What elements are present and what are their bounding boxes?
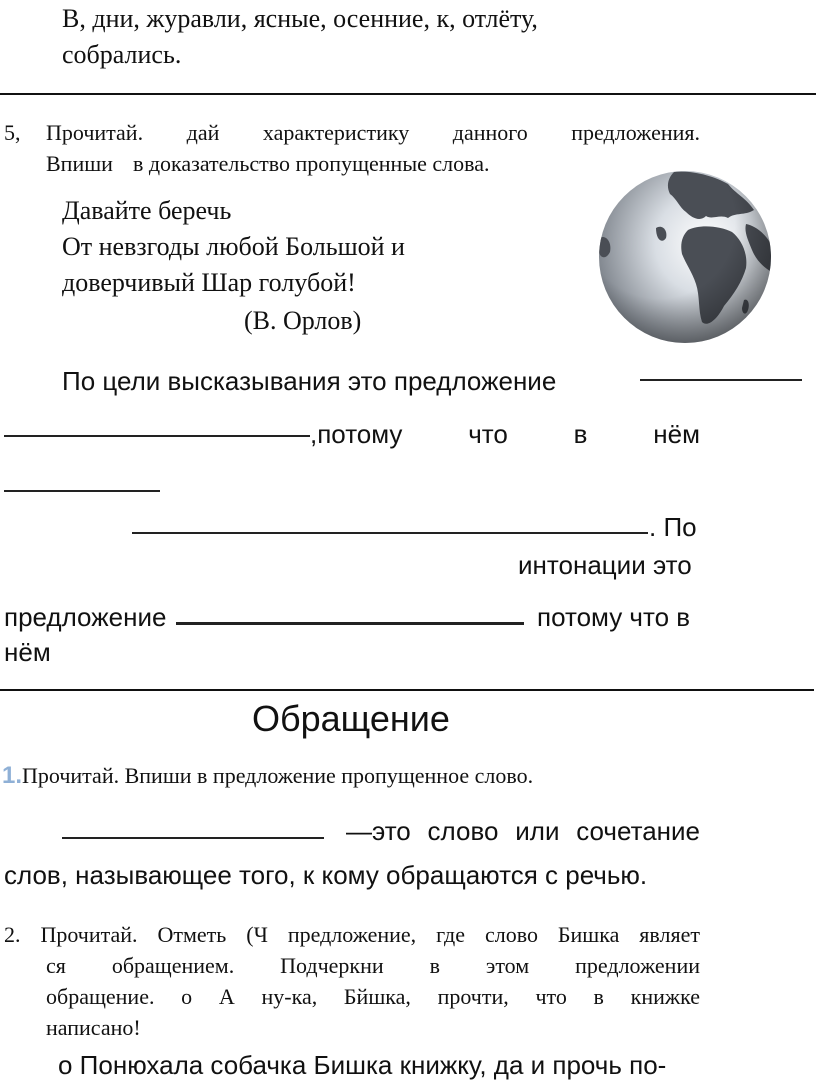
task2-line5: о Понюхала собачка Бишка книжку, да и прочь по-	[58, 1050, 667, 1080]
fill-line4: интонации это	[518, 550, 692, 580]
task2-line3: обращение. о А ну-ка, Бйшка, прочти, что в книжке	[46, 984, 700, 1009]
task5-number: 5,	[4, 120, 21, 145]
answer-blank-5[interactable]	[176, 622, 524, 625]
answer-blank-4[interactable]	[132, 532, 648, 534]
task2-line1: 2. Прочитай. Отметь (Ч предложение, где слово Бишка являет	[4, 922, 700, 947]
fill-line6: нём	[4, 637, 51, 667]
answer-blank-1[interactable]	[640, 379, 802, 381]
fill-line5-start: предложение	[4, 602, 167, 632]
top-sentence-line2: собрались.	[62, 40, 182, 69]
poem-line1: Давайте беречь	[62, 196, 232, 225]
poem-line2: От невзгоды любой Большой и	[62, 232, 405, 261]
task1-instruction: 1.Прочитай. Впиши в предложение пропущенное слово.	[2, 762, 534, 789]
divider-top	[0, 93, 816, 95]
poem-author: (В. Орлов)	[244, 306, 362, 335]
fill-line2: ,потому что в нём	[310, 419, 700, 449]
globe-icon	[596, 168, 774, 346]
task5-instruction-line1: Прочитай. дай характеристику данного предложения.	[46, 120, 700, 145]
task1-def-line2: слов, называющее того, к кому обращаются с речью.	[4, 860, 648, 890]
section-title: Обращение	[252, 698, 450, 739]
answer-blank-6[interactable]	[62, 837, 324, 839]
fill-line1: По цели высказывания это предложение	[62, 366, 557, 396]
fill-line5-end: потому что в	[537, 602, 691, 632]
top-sentence-line1: В, дни, журавли, ясные, осенние, к, отлёту,	[62, 4, 538, 33]
task2-line2: ся обращением. Подчеркни в этом предложении	[46, 953, 700, 978]
divider-middle	[0, 689, 814, 691]
fill-line3-end: . По	[649, 512, 697, 542]
task5-instruction-line2: Впиши в доказательство пропущенные слова.	[46, 151, 490, 176]
poem-line3: доверчивый Шар голубой!	[62, 268, 356, 297]
task2-line4: написано!	[46, 1015, 141, 1040]
answer-blank-3[interactable]	[4, 490, 160, 492]
answer-blank-2[interactable]	[4, 435, 310, 437]
task1-def-line1: —это слово или сочетание	[346, 816, 700, 846]
task1-number-badge: 1.	[2, 762, 23, 789]
